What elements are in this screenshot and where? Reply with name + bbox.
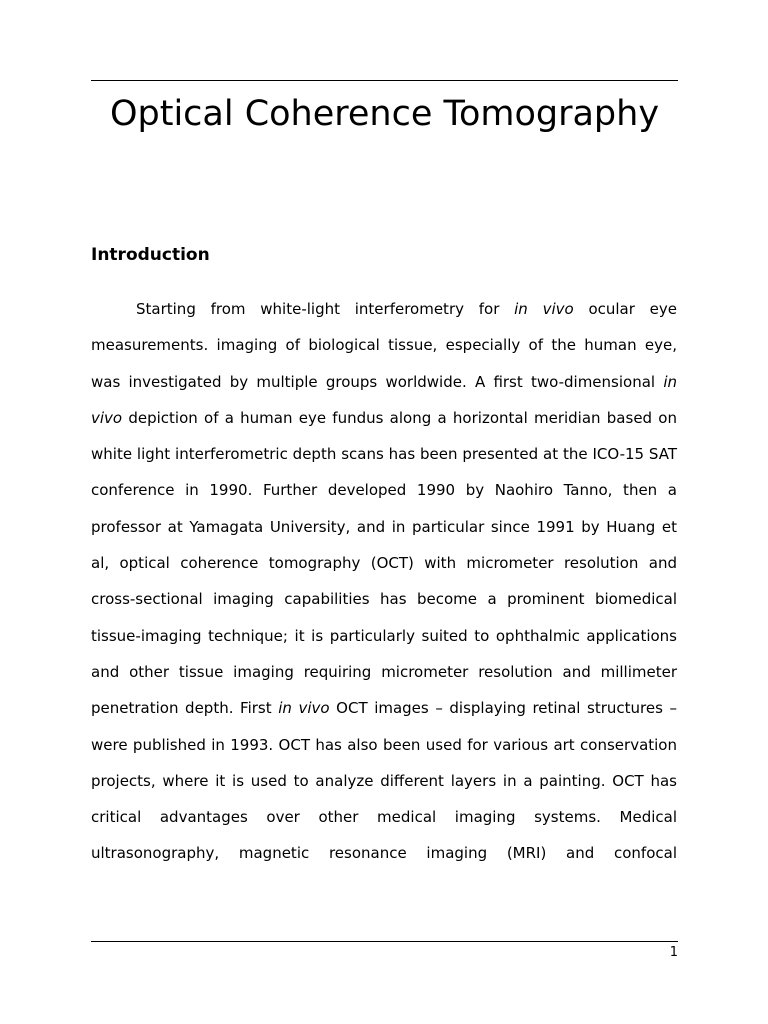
footer-rule (91, 941, 678, 942)
text-segment: ocular eye (573, 300, 678, 318)
text-segment: and other tissue imaging requiring micrometer resolution and millimeter (91, 662, 677, 681)
text-segment: Starting from white-light interferometry for (136, 300, 515, 318)
text-line (91, 545, 677, 581)
text-segment: critical advantages over other medical imaging systems. Medical (91, 808, 677, 827)
text-segment: cross-sectional imaging capabilities has become a prominent biomedical (91, 590, 677, 609)
text-segment: professor at Yamagata University, and in particular since 1991 by Huang et (91, 517, 677, 536)
text-line (91, 436, 677, 472)
text-line (91, 763, 677, 799)
text-line (91, 618, 677, 654)
text-line (91, 581, 677, 617)
text-segment: ultrasonography, magnetic resonance imaging (MRI) and confocal (91, 844, 677, 863)
italic-text: in vivo (514, 300, 574, 318)
page-number: 1 (669, 945, 678, 960)
text-line (91, 472, 677, 508)
text-segment: was investigated by multiple groups worldwide. A first two-dimensional (91, 372, 664, 391)
text-segment: conference in 1990. Further developed 1990 by Naohiro Tanno, then a (91, 481, 677, 500)
italic-text: vivo (91, 408, 123, 427)
text-segment: depiction of a human eye fundus along a horizontal meridian based on (122, 408, 677, 427)
header-rule (91, 80, 678, 81)
italic-text: in (663, 372, 677, 391)
section-heading-introduction: Introduction (91, 245, 210, 265)
text-line (91, 364, 677, 400)
text-segment: measurements. imaging of biological tissue, especially of the human eye, (91, 336, 677, 355)
text-line (91, 835, 677, 871)
text-line (91, 291, 677, 327)
body-paragraph (91, 291, 677, 872)
text-line (91, 400, 677, 436)
italic-text: in vivo (278, 699, 330, 718)
text-segment: white light interferometric depth scans has been presented at the ICO-15 SAT (91, 445, 677, 464)
text-segment: tissue-imaging technique; it is particularly suited to ophthalmic applications (91, 626, 677, 645)
text-segment: OCT images – displaying retinal structures – (329, 699, 677, 718)
text-segment: were published in 1993. OCT has also been used for various art conservation (91, 735, 677, 754)
text-line (91, 799, 677, 835)
text-line (91, 727, 677, 763)
document-title: Optical Coherence Tomography (109, 94, 660, 134)
text-line (91, 654, 677, 690)
text-line (91, 690, 677, 726)
text-segment: penetration depth. First (91, 699, 279, 718)
text-line (91, 327, 677, 363)
text-line (91, 509, 677, 545)
text-segment: al, optical coherence tomography (OCT) with micrometer resolution and (91, 554, 677, 573)
text-segment: projects, where it is used to analyze different layers in a painting. OCT has (91, 771, 677, 790)
